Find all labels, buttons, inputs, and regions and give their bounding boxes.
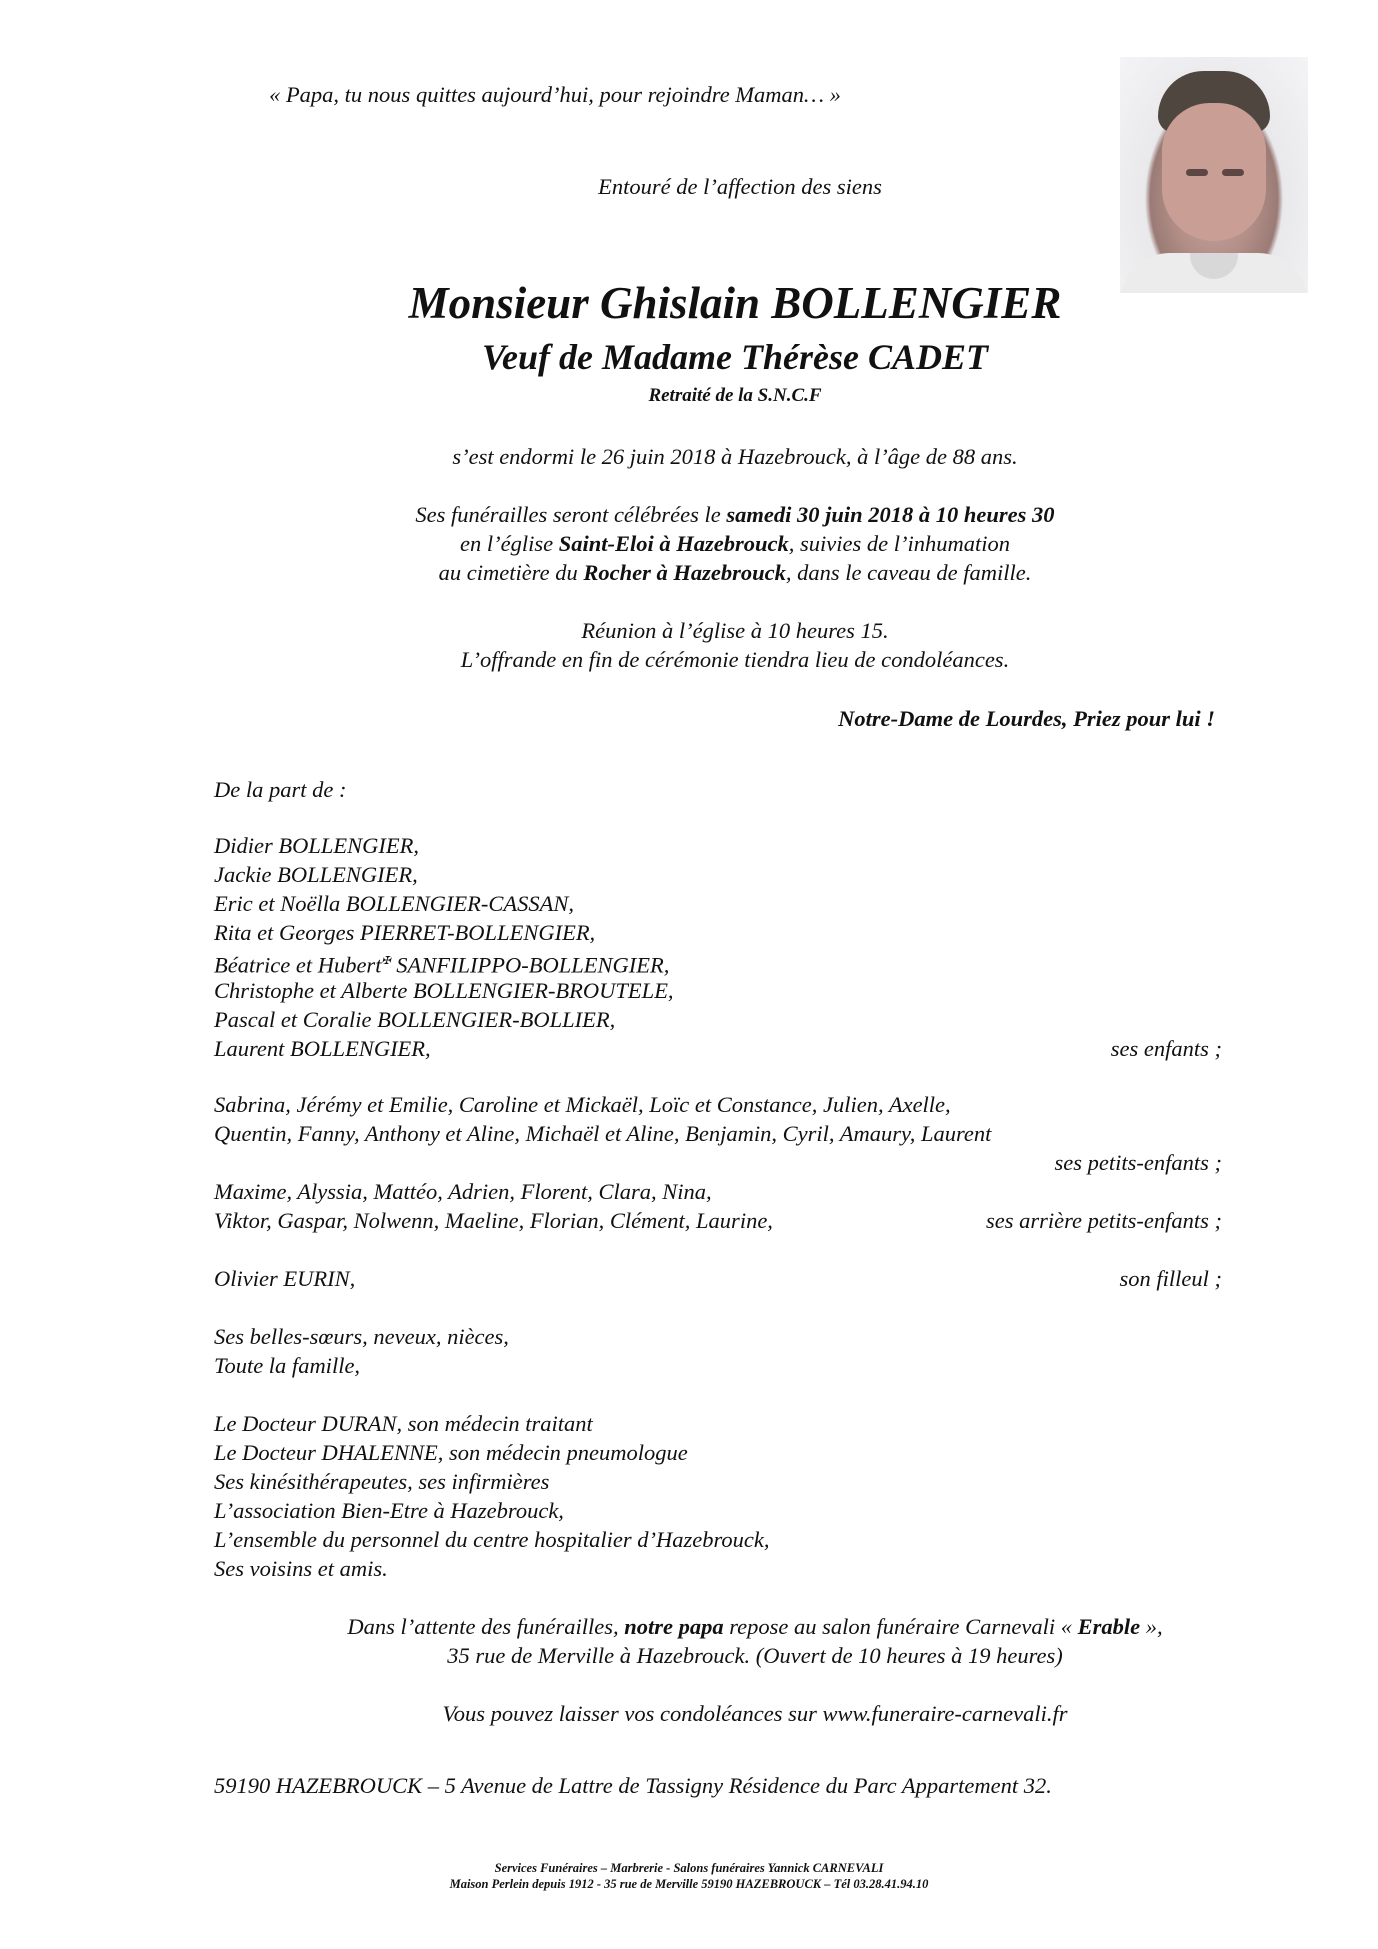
other-3: Ses kinésithérapeutes, ses infirmières [214,1469,550,1494]
greatgrandchildren-line-2: Viktor, Gaspar, Nolwenn, Maeline, Florian, Clément, Laurine, [214,1208,773,1233]
death-line: s’est endormi le 26 juin 2018 à Hazebrouck, à l’âge de 88 ans. [452,444,1018,469]
child-1: Didier BOLLENGIER, [214,833,419,858]
grandchildren-line-1: Sabrina, Jérémy et Emilie, Caroline et Mickaël, Loïc et Constance, Julien, Axelle, [214,1092,951,1117]
other-6: Ses voisins et amis. [214,1556,388,1581]
address-line: 59190 HAZEBROUCK – 5 Avenue de Lattre de Tassigny Résidence du Parc Appartement 32. [214,1773,1052,1798]
child-2: Jackie BOLLENGIER, [214,862,418,887]
rest-line-1: Dans l’attente des funérailles, notre papa repose au salon funéraire Carnevali « Erable », [347,1614,1163,1639]
other-5: L’ensemble du personnel du centre hospitalier d’Hazebrouck, [214,1527,770,1552]
other-2: Le Docteur DHALENNE, son médecin pneumologue [214,1440,688,1465]
other-1: Le Docteur DURAN, son médecin traitant [214,1411,593,1436]
funeral-line-3: au cimetière du Rocher à Hazebrouck, dans le caveau de famille. [438,560,1032,585]
grandchildren-line-2: Quentin, Fanny, Anthony et Aline, Michaël et Aline, Benjamin, Cyril, Amaury, Laurent [214,1121,992,1146]
godson: Olivier EURIN, [214,1266,356,1291]
child-6: Christophe et Alberte BOLLENGIER-BROUTELE, [214,978,674,1003]
offering-line: L’offrande en fin de cérémonie tiendra lieu de condoléances. [460,647,1010,672]
footer-line-1: Services Funéraires – Marbrerie - Salons funéraires Yannick CARNEVALI [494,1861,884,1875]
deceased-name: Monsieur Ghislain BOLLENGIER [408,278,1062,328]
cross-icon: ✠ [381,955,391,967]
prayer-line: Notre-Dame de Lourdes, Priez pour lui ! [838,706,1215,731]
other-4: L’association Bien-Etre à Hazebrouck, [214,1498,564,1523]
meeting-line: Réunion à l’église à 10 heures 15. [581,618,889,643]
godson-role: son filleul ; [1119,1266,1222,1291]
child-3: Eric et Noëlla BOLLENGIER-CASSAN, [214,891,574,916]
surrounded-line: Entouré de l’affection des siens [598,174,882,199]
funeral-line-2: en l’église Saint-Eloi à Hazebrouck, suivies de l’inhumation [460,531,1010,556]
funeral-line-1: Ses funérailles seront célébrées le samedi 30 juin 2018 à 10 heures 30 [415,502,1055,527]
quote: « Papa, tu nous quittes aujourd’hui, pour rejoindre Maman… » [269,82,841,107]
greatgrandchildren-line-1: Maxime, Alyssia, Mattéo, Adrien, Florent, Clara, Nina, [214,1179,712,1204]
child-7: Pascal et Coralie BOLLENGIER-BOLLIER, [214,1007,616,1032]
child-5: Béatrice et Hubert✠ SANFILIPPO-BOLLENGIER, [214,952,670,978]
child-8: Laurent BOLLENGIER, [214,1036,431,1061]
condolences-line: Vous pouvez laisser vos condoléances sur www.funeraire-carnevali.fr [442,1701,1068,1726]
family-line-2: Toute la famille, [214,1353,361,1378]
children-role: ses enfants ; [1110,1036,1222,1061]
grandchildren-role: ses petits-enfants ; [1054,1150,1222,1175]
family-line-1: Ses belles-sœurs, neveux, nièces, [214,1324,509,1349]
greatgrandchildren-role: ses arrière petits-enfants ; [985,1208,1222,1233]
retired-line: Retraité de la S.N.C.F [648,385,822,406]
from-label: De la part de : [214,777,347,802]
child-4: Rita et Georges PIERRET-BOLLENGIER, [214,920,596,945]
rest-line-2: 35 rue de Merville à Hazebrouck. (Ouvert de 10 heures à 19 heures) [447,1643,1063,1668]
footer-line-2: Maison Perlein depuis 1912 - 35 rue de Merville 59190 HAZEBROUCK – Tél 03.28.41.94.10 [449,1877,929,1891]
widower-line: Veuf de Madame Thérèse CADET [482,337,988,377]
